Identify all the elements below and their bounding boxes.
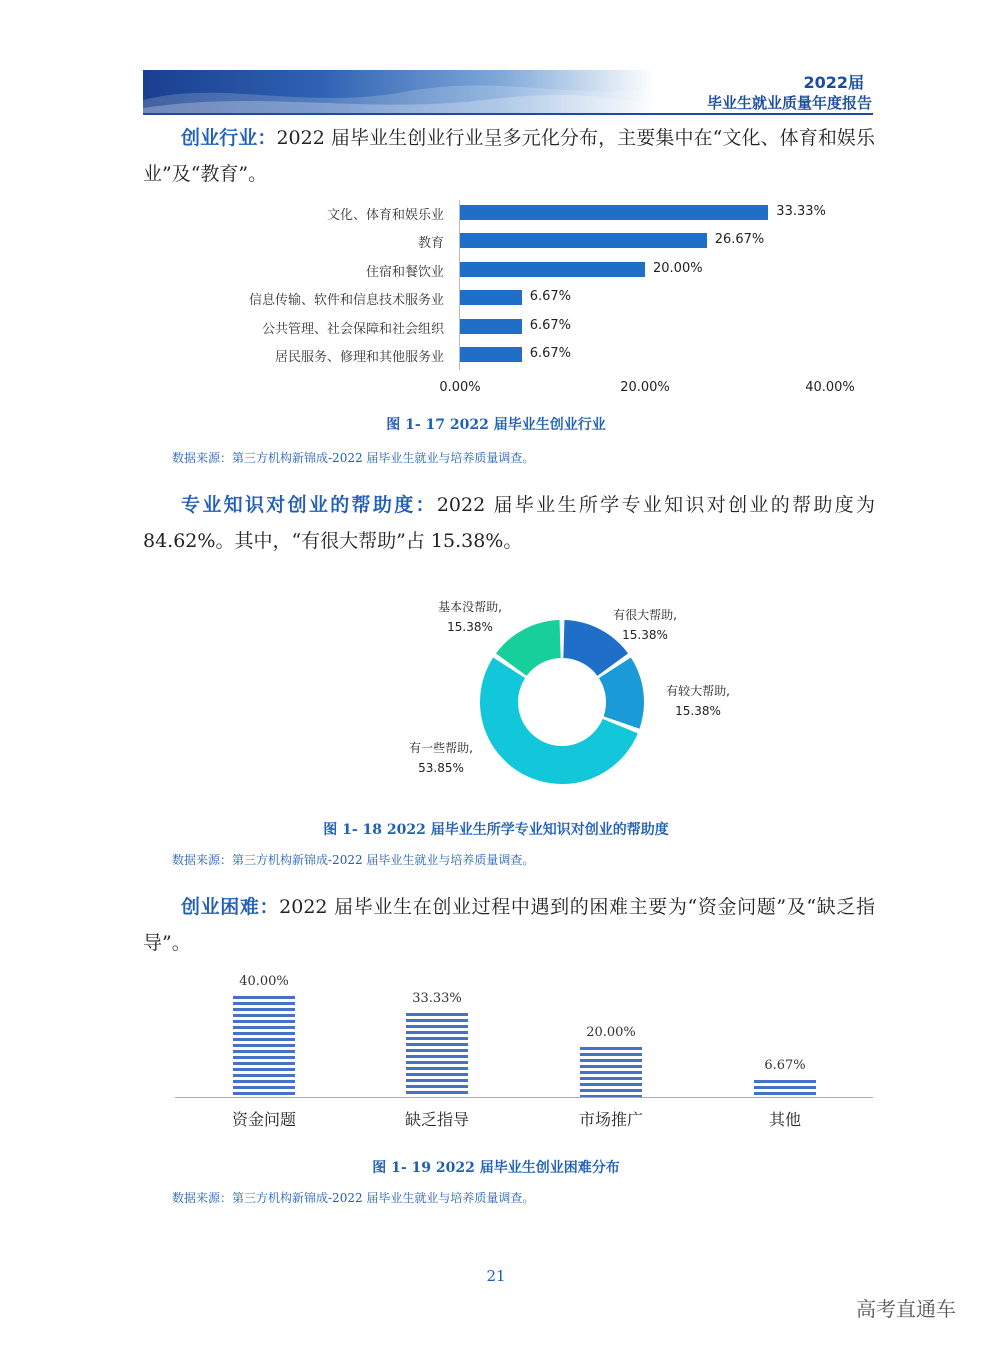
header-year: 2022届 [803, 73, 864, 92]
difficulty-bar-value: 33.33% [412, 990, 462, 1006]
industry-category-label: 教育 [417, 236, 444, 252]
figure-18-source: 数据来源：第三方机构新锦成-2022 届毕业生就业与培养质量调查。 [172, 853, 535, 867]
figure-18-caption: 图 1- 18 2022 届毕业生所学专业知识对创业的帮助度 [323, 822, 669, 838]
section-help-paragraph [143, 487, 875, 559]
industry-axis-tick: 20.00% [620, 380, 670, 395]
difficulty-chart-baseline [175, 1097, 873, 1098]
difficulty-bar-value: 6.67% [764, 1058, 806, 1074]
section-help-text: 2022 届毕业生所学专业知识对创业的帮助度为 84.62%。其中，“有很大帮助”占 15.38%。 [143, 494, 875, 552]
figure-19-caption: 图 1- 19 2022 届毕业生创业困难分布 [372, 1160, 620, 1176]
watermark-text: 高考直通车 [856, 1297, 956, 1321]
difficulty-bar [406, 1013, 468, 1097]
section-difficulty-text: 2022 届毕业生在创业过程中遇到的困难主要为“资金问题”及“缺乏指导”。 [143, 896, 875, 954]
industry-axis-tick: 0.00% [439, 380, 481, 395]
wave-decoration [143, 70, 655, 114]
industry-bar [460, 290, 522, 305]
section-difficulty-paragraph [143, 889, 875, 961]
difficulty-category-label: 市场推广 [578, 1110, 643, 1129]
section-difficulty-keyword: 创业困难： [181, 896, 280, 918]
industry-category-label: 文化、体育和娱乐业 [326, 208, 444, 223]
page-number: 21 [486, 1267, 506, 1285]
difficulty-category-label: 资金问题 [231, 1110, 296, 1129]
industry-bar [460, 262, 645, 277]
industry-bar-value: 20.00% [653, 260, 703, 276]
section-industry-keyword: 创业行业： [181, 127, 277, 149]
donut-slice-label: 有较大帮助, 15.38% [666, 684, 730, 718]
industry-bar [460, 347, 522, 362]
industry-bar [460, 205, 768, 220]
difficulty-category-label: 缺乏指导 [404, 1110, 469, 1129]
industry-bar-value: 6.67% [529, 289, 571, 305]
difficulty-category-label: 其他 [768, 1110, 801, 1129]
donut-slice-label: 有一些帮助, 53.85% [409, 741, 473, 775]
difficulty-bar [233, 996, 295, 1097]
donut-slice-label: 有很大帮助, 15.38% [613, 608, 677, 642]
header-title: 毕业生就业质量年度报告 [706, 94, 872, 112]
industry-bar-value: 33.33% [776, 204, 826, 219]
industry-category-label: 住宿和餐饮业 [365, 264, 444, 280]
industry-category-label: 居民服务、修理和其他服务业 [274, 350, 444, 365]
section-industry-paragraph [143, 120, 875, 192]
figure-19-source: 数据来源：第三方机构新锦成-2022 届毕业生就业与培养质量调查。 [172, 1191, 535, 1205]
industry-bar-value: 6.67% [529, 317, 571, 333]
figure-17-caption: 图 1- 17 2022 届毕业生创业行业 [386, 417, 606, 433]
industry-axis-tick: 40.00% [805, 380, 855, 395]
section-industry-text: 2022 届毕业生创业行业呈多元化分布，主要集中在“文化、体育和娱乐业”及“教育”。 [143, 127, 875, 185]
industry-chart-axis [459, 200, 460, 370]
donut-slice-label: 基本没帮助, 15.38% [438, 600, 502, 634]
industry-bar [460, 233, 707, 248]
industry-bar-value: 6.67% [529, 346, 571, 361]
industry-category-label: 公共管理、社会保障和社会组织 [261, 321, 444, 337]
difficulty-bar-value: 40.00% [239, 974, 289, 989]
industry-category-label: 信息传输、软件和信息技术服务业 [248, 293, 444, 309]
industry-bar [460, 319, 522, 334]
difficulty-bar [754, 1080, 816, 1097]
difficulty-bar [580, 1047, 642, 1098]
difficulty-bar-value: 20.00% [586, 1024, 636, 1040]
industry-bar-value: 26.67% [714, 232, 765, 248]
figure-17-source: 数据来源：第三方机构新锦成-2022 届毕业生就业与培养质量调查。 [172, 451, 535, 465]
header-rule [143, 113, 873, 115]
section-help-keyword: 专业知识对创业的帮助度： [181, 494, 437, 516]
header-banner [143, 70, 655, 114]
